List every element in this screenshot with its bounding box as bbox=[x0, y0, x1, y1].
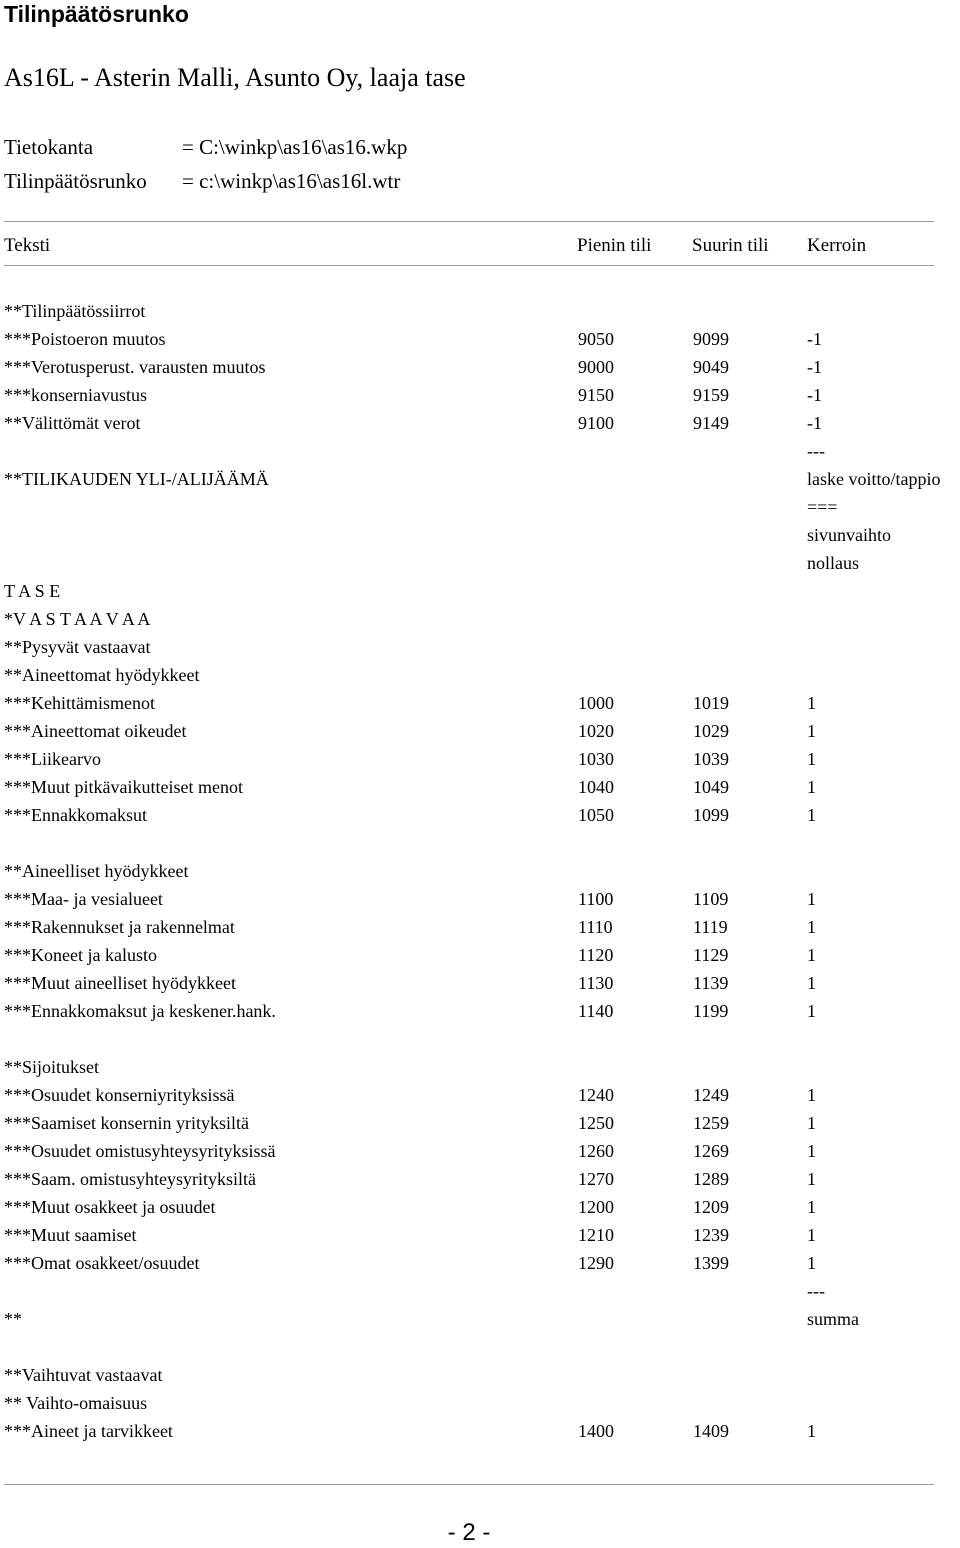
row-text: ***Saam. omistusyhteysyrityksiltä bbox=[4, 1169, 256, 1189]
row-factor: 1 bbox=[807, 1421, 816, 1441]
row-factor: 1 bbox=[807, 973, 816, 993]
row-text: **Välittömät verot bbox=[4, 413, 141, 433]
report-subtitle: As16L - Asterin Malli, Asunto Oy, laaja tase bbox=[4, 63, 466, 92]
table-row bbox=[0, 1165, 960, 1193]
row-factor: 1 bbox=[807, 693, 816, 713]
table-row bbox=[0, 913, 960, 941]
row-min-account: 1200 bbox=[578, 1197, 614, 1217]
table-row bbox=[0, 969, 960, 997]
row-max-account: 1209 bbox=[693, 1197, 729, 1217]
row-text: ***Kehittämismenot bbox=[4, 693, 155, 713]
row-factor: === bbox=[807, 497, 838, 517]
table-row bbox=[0, 409, 960, 437]
row-text: ***Muut pitkävaikutteiset menot bbox=[4, 777, 243, 797]
row-min-account: 1140 bbox=[578, 1001, 614, 1021]
table-row bbox=[0, 297, 960, 325]
header-top-divider bbox=[4, 221, 934, 222]
table-row bbox=[0, 577, 960, 605]
row-factor: -1 bbox=[807, 329, 822, 349]
row-text: **Aineelliset hyödykkeet bbox=[4, 861, 189, 881]
header-bottom-divider bbox=[4, 265, 934, 266]
table-row bbox=[0, 493, 960, 521]
table-row bbox=[0, 1305, 960, 1333]
table-row bbox=[0, 521, 960, 549]
row-max-account: 1239 bbox=[693, 1225, 729, 1245]
row-text: ***Ennakkomaksut bbox=[4, 805, 147, 825]
table-row bbox=[0, 717, 960, 745]
row-factor: nollaus bbox=[807, 553, 859, 573]
row-text: ***Muut aineelliset hyödykkeet bbox=[4, 973, 236, 993]
row-text: **Aineettomat hyödykkeet bbox=[4, 665, 200, 685]
table-row bbox=[0, 1249, 960, 1277]
row-min-account: 1030 bbox=[578, 749, 614, 769]
row-factor: 1 bbox=[807, 1225, 816, 1245]
column-header-text: Teksti bbox=[4, 235, 51, 256]
row-min-account: 1240 bbox=[578, 1085, 614, 1105]
table-row bbox=[0, 1277, 960, 1305]
row-min-account: 1210 bbox=[578, 1225, 614, 1245]
table-row bbox=[0, 1417, 960, 1445]
row-max-account: 1119 bbox=[693, 917, 728, 937]
row-text: ***konserniavustus bbox=[4, 385, 147, 405]
database-label: Tietokanta bbox=[4, 135, 94, 159]
row-text: ***Verotusperust. varausten muutos bbox=[4, 357, 266, 377]
row-text: ***Rakennukset ja rakennelmat bbox=[4, 917, 235, 937]
row-min-account: 1000 bbox=[578, 693, 614, 713]
row-min-account: 1290 bbox=[578, 1253, 614, 1273]
document-title: Tilinpäätösrunko bbox=[4, 1, 189, 27]
page-number: - 2 - bbox=[447, 1519, 491, 1546]
table-row bbox=[0, 353, 960, 381]
row-min-account: 1120 bbox=[578, 945, 614, 965]
table-row bbox=[0, 857, 960, 885]
table-row bbox=[0, 1389, 960, 1417]
table-row bbox=[0, 1193, 960, 1221]
column-header-max-account: Suurin tili bbox=[692, 235, 769, 256]
row-min-account: 1270 bbox=[578, 1169, 614, 1189]
row-max-account: 1139 bbox=[693, 973, 729, 993]
row-text: ***Liikearvo bbox=[4, 749, 101, 769]
row-factor: 1 bbox=[807, 1001, 816, 1021]
row-min-account: 1050 bbox=[578, 805, 614, 825]
row-text: **Vaihtuvat vastaavat bbox=[4, 1365, 163, 1385]
row-factor: 1 bbox=[807, 777, 816, 797]
table-row bbox=[0, 1221, 960, 1249]
row-max-account: 1199 bbox=[693, 1001, 729, 1021]
database-path: = C:\winkp\as16\as16.wkp bbox=[182, 135, 408, 159]
row-text: **Sijoitukset bbox=[4, 1057, 100, 1077]
row-factor: 1 bbox=[807, 917, 816, 937]
row-factor: 1 bbox=[807, 1169, 816, 1189]
row-max-account: 1029 bbox=[693, 721, 729, 741]
row-min-account: 1040 bbox=[578, 777, 614, 797]
table-row bbox=[0, 689, 960, 717]
row-text: ***Saamiset konsernin yrityksiltä bbox=[4, 1113, 249, 1133]
row-min-account: 1110 bbox=[578, 917, 613, 937]
row-max-account: 1269 bbox=[693, 1141, 729, 1161]
table-row bbox=[0, 885, 960, 913]
row-factor: -1 bbox=[807, 385, 822, 405]
table-row bbox=[0, 1053, 960, 1081]
row-min-account: 9100 bbox=[578, 413, 614, 433]
table-row bbox=[0, 1361, 960, 1389]
row-factor: 1 bbox=[807, 721, 816, 741]
row-factor: summa bbox=[807, 1309, 859, 1329]
row-text: ***Osuudet konserniyrityksissä bbox=[4, 1085, 235, 1105]
table-row bbox=[0, 381, 960, 409]
row-factor: --- bbox=[807, 441, 825, 461]
table-row bbox=[0, 997, 960, 1025]
row-text: ***Aineet ja tarvikkeet bbox=[4, 1421, 173, 1441]
row-factor: -1 bbox=[807, 413, 822, 433]
row-text: ***Maa- ja vesialueet bbox=[4, 889, 163, 909]
table-row bbox=[0, 745, 960, 773]
row-text: **TILIKAUDEN YLI-/ALIJÄÄMÄ bbox=[4, 469, 269, 489]
row-factor: 1 bbox=[807, 945, 816, 965]
row-max-account: 1019 bbox=[693, 693, 729, 713]
row-text: ***Ennakkomaksut ja keskener.hank. bbox=[4, 1001, 276, 1021]
row-text: ***Muut osakkeet ja osuudet bbox=[4, 1197, 216, 1217]
row-min-account: 1260 bbox=[578, 1141, 614, 1161]
row-factor: 1 bbox=[807, 1197, 816, 1217]
row-max-account: 1049 bbox=[693, 777, 729, 797]
row-max-account: 1259 bbox=[693, 1113, 729, 1133]
table-row bbox=[0, 605, 960, 633]
row-factor: 1 bbox=[807, 805, 816, 825]
row-max-account: 9159 bbox=[693, 385, 729, 405]
row-min-account: 1400 bbox=[578, 1421, 614, 1441]
row-max-account: 1249 bbox=[693, 1085, 729, 1105]
row-text: ***Muut saamiset bbox=[4, 1225, 137, 1245]
row-max-account: 1129 bbox=[693, 945, 729, 965]
row-max-account: 1099 bbox=[693, 805, 729, 825]
table-row bbox=[0, 1333, 960, 1361]
column-header-factor: Kerroin bbox=[807, 235, 867, 256]
row-factor: laske voitto/tappio bbox=[807, 469, 941, 489]
row-factor: sivunvaihto bbox=[807, 525, 891, 545]
row-text: **Tilinpäätössiirrot bbox=[4, 301, 146, 321]
row-min-account: 1020 bbox=[578, 721, 614, 741]
table-row bbox=[0, 1081, 960, 1109]
row-max-account: 9099 bbox=[693, 329, 729, 349]
row-max-account: 1409 bbox=[693, 1421, 729, 1441]
row-factor: 1 bbox=[807, 749, 816, 769]
row-text: ** bbox=[4, 1309, 22, 1329]
row-min-account: 1130 bbox=[578, 973, 614, 993]
row-text: *V A S T A A V A A bbox=[4, 609, 151, 629]
row-text: ***Osuudet omistusyhteysyrityksissä bbox=[4, 1141, 276, 1161]
row-text: ** Vaihto-omaisuus bbox=[4, 1393, 148, 1413]
frame-label: Tilinpäätösrunko bbox=[4, 169, 147, 193]
table-row bbox=[0, 829, 960, 857]
row-text: T A S E bbox=[4, 581, 61, 601]
row-text: ***Koneet ja kalusto bbox=[4, 945, 157, 965]
footer-divider bbox=[4, 1484, 934, 1485]
table-row bbox=[0, 801, 960, 829]
row-factor: --- bbox=[807, 1281, 825, 1301]
row-factor: 1 bbox=[807, 1141, 816, 1161]
column-header-min-account: Pienin tili bbox=[577, 235, 652, 256]
row-min-account: 9000 bbox=[578, 357, 614, 377]
table-row bbox=[0, 465, 960, 493]
frame-path: = c:\winkp\as16\as16l.wtr bbox=[182, 169, 401, 193]
table-row bbox=[0, 1137, 960, 1165]
row-text: **Pysyvät vastaavat bbox=[4, 637, 151, 657]
row-factor: -1 bbox=[807, 357, 822, 377]
row-max-account: 9149 bbox=[693, 413, 729, 433]
row-min-account: 9050 bbox=[578, 329, 614, 349]
row-max-account: 1039 bbox=[693, 749, 729, 769]
row-text: ***Aineettomat oikeudet bbox=[4, 721, 187, 741]
row-factor: 1 bbox=[807, 1253, 816, 1273]
row-text: ***Poistoeron muutos bbox=[4, 329, 166, 349]
table-row bbox=[0, 325, 960, 353]
row-factor: 1 bbox=[807, 889, 816, 909]
table-row bbox=[0, 1025, 960, 1053]
table-row bbox=[0, 1109, 960, 1137]
row-min-account: 1250 bbox=[578, 1113, 614, 1133]
table-row bbox=[0, 549, 960, 577]
row-factor: 1 bbox=[807, 1085, 816, 1105]
table-row bbox=[0, 941, 960, 969]
table-row bbox=[0, 437, 960, 465]
row-max-account: 1289 bbox=[693, 1169, 729, 1189]
row-max-account: 1399 bbox=[693, 1253, 729, 1273]
row-min-account: 1100 bbox=[578, 889, 614, 909]
table-row bbox=[0, 773, 960, 801]
row-text: ***Omat osakkeet/osuudet bbox=[4, 1253, 200, 1273]
row-max-account: 1109 bbox=[693, 889, 729, 909]
row-max-account: 9049 bbox=[693, 357, 729, 377]
table-row bbox=[0, 633, 960, 661]
row-min-account: 9150 bbox=[578, 385, 614, 405]
row-factor: 1 bbox=[807, 1113, 816, 1133]
table-row bbox=[0, 661, 960, 689]
